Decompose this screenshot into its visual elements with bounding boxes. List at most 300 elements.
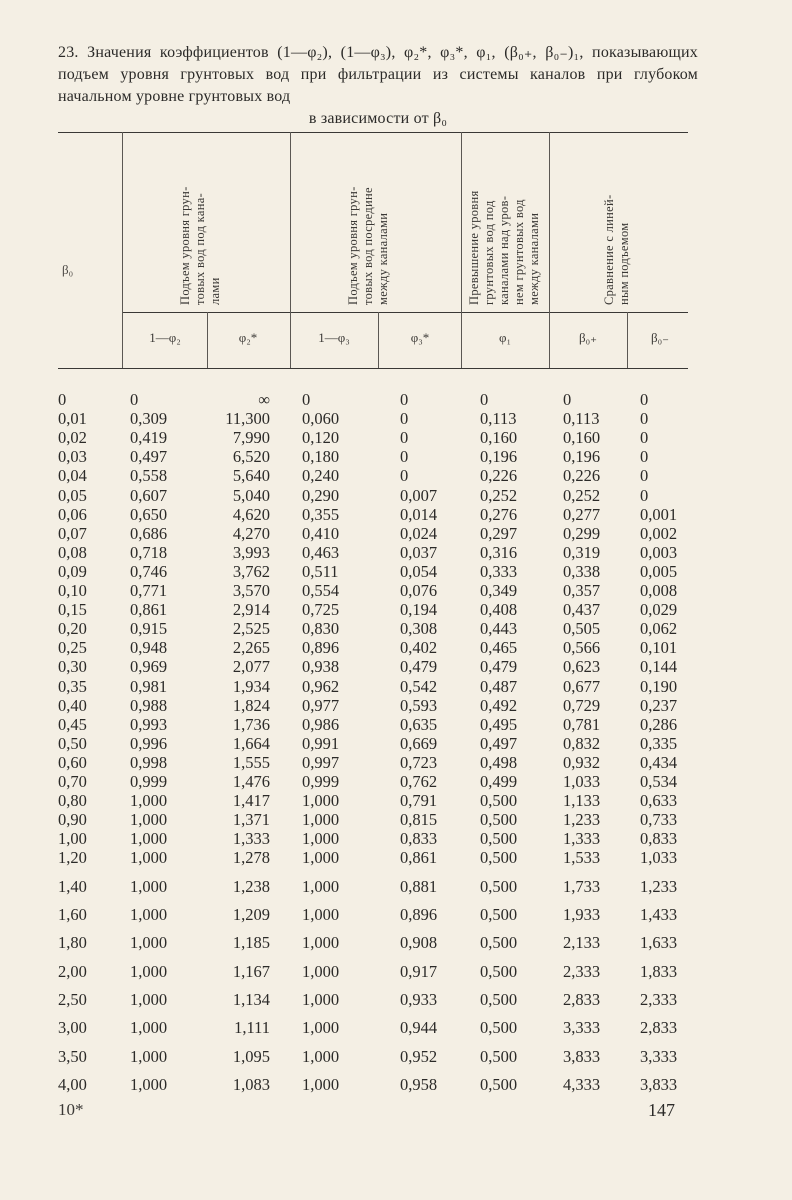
table-cell: 0,915 [130, 619, 168, 639]
table-cell: 2,265 [232, 638, 270, 658]
table-cell: 1,000 [130, 829, 168, 849]
table-cell: 0,487 [480, 676, 518, 696]
caption-line-4: в зависимости от β₀ [308, 110, 448, 127]
table-cell: 0,952 [400, 1046, 438, 1066]
table-row [0, 962, 792, 982]
table-cell: 0,733 [640, 810, 678, 830]
table-cell: 1,000 [130, 933, 168, 953]
table-cell: 0 [302, 390, 311, 409]
table-cell: 1,664 [232, 733, 270, 753]
table-cell: 0,50 [58, 733, 87, 753]
header-divider-3 [290, 132, 291, 368]
table-cell: 1,000 [130, 791, 168, 811]
table-row [0, 1018, 792, 1038]
table-cell: 1,000 [302, 848, 340, 868]
table-cell: 1,095 [232, 1046, 270, 1066]
table-cell: 1,233 [640, 876, 678, 896]
table-cell: 0,338 [563, 561, 601, 581]
table-cell: 0,333 [480, 561, 518, 581]
table-cell: 0,029 [640, 600, 678, 620]
table-cell: 0,40 [58, 695, 87, 715]
table-cell: 0,771 [130, 581, 168, 600]
table-top-rule [58, 132, 688, 133]
table-cell: 2,133 [563, 933, 601, 953]
table-cell: 0,419 [130, 428, 168, 448]
table-cell: 0 [400, 409, 409, 429]
table-cell: 0,03 [58, 447, 87, 467]
table-cell: 0,969 [130, 657, 168, 677]
table-cell: 0,511 [302, 561, 339, 581]
table-cell: 0,938 [302, 657, 340, 677]
table-cell: 0,062 [640, 619, 678, 639]
table-cell: 0,408 [480, 600, 518, 620]
table-cell: 1,000 [130, 848, 168, 868]
table-cell: 1,167 [232, 961, 270, 981]
table-cell: 0,607 [130, 485, 168, 505]
table-cell: 1,476 [232, 772, 270, 791]
table-row [0, 933, 792, 953]
table-cell: 0,01 [58, 409, 87, 429]
table-cell: 0 [563, 390, 572, 409]
subheader-beta-plus: β₀₊ [578, 330, 597, 345]
table-cell: 2,50 [58, 989, 87, 1009]
table-cell: 1,555 [232, 752, 270, 772]
table-cell: 0,686 [130, 523, 168, 543]
table-row [0, 486, 792, 506]
table-cell: 1,278 [232, 848, 270, 868]
table-cell: 1,000 [302, 810, 340, 830]
table-cell: 0,04 [58, 466, 87, 486]
table-cell: 1,111 [234, 1018, 270, 1038]
table-cell: 0,024 [400, 523, 438, 543]
subheader-1-phi2: 1—φ₂ [149, 330, 181, 345]
table-cell: 0 [400, 390, 409, 409]
table-cell: 0,463 [302, 542, 340, 562]
header-divider-4 [378, 312, 379, 368]
table-cell: 0,240 [302, 466, 340, 486]
table-cell: 0,226 [563, 466, 601, 486]
table-cell: 0,896 [302, 638, 340, 658]
table-cell: 2,00 [58, 961, 87, 981]
subheader-phi2-star: φ₂* [238, 330, 258, 345]
table-cell: 0,09 [58, 561, 87, 581]
table-cell: 0,144 [640, 657, 678, 677]
table-cell: 0,623 [563, 657, 601, 677]
table-cell: 1,80 [58, 933, 87, 953]
table-cell: 0 [58, 390, 67, 409]
table-cell: 0,90 [58, 810, 87, 830]
table-cell: 0 [640, 485, 649, 505]
table-cell: 1,133 [563, 791, 601, 811]
table-cell: 0,815 [400, 810, 438, 830]
table-cell: 1,433 [640, 905, 678, 924]
table-cell: 5,640 [232, 466, 270, 486]
table-cell: 1,000 [302, 961, 340, 981]
table-cell: 0,437 [563, 600, 601, 620]
table-row [0, 562, 792, 582]
table-cell: 0,252 [563, 485, 601, 505]
table-cell: 0,498 [480, 752, 518, 772]
table-cell: 1,20 [58, 848, 87, 868]
table-cell: 0,833 [400, 829, 438, 849]
header-divider-1 [122, 132, 123, 368]
table-cell: 0,003 [640, 542, 678, 562]
group-header-midway: Подъем уровня грун- товых вод посредине между каналами [346, 186, 390, 305]
table-cell: 0,60 [58, 752, 87, 772]
table-row [0, 810, 792, 830]
table-cell: 0,669 [400, 733, 438, 753]
table-cell: 1,833 [640, 961, 678, 981]
table-cell: 1,000 [302, 829, 340, 849]
table-row [0, 734, 792, 754]
table-cell: 1,000 [302, 933, 340, 953]
table-cell: 0,500 [480, 961, 518, 981]
table-cell: 4,270 [232, 523, 270, 543]
table-caption [58, 42, 698, 130]
table-cell: 1,000 [130, 876, 168, 896]
table-cell: 0,861 [400, 848, 438, 868]
table-cell: 0,497 [480, 733, 518, 753]
table-cell: 1,933 [563, 905, 601, 924]
table-cell: 0,07 [58, 523, 87, 543]
table-cell: 0,309 [130, 409, 168, 429]
table-cell: 2,333 [563, 961, 601, 981]
table-cell: 0,998 [130, 752, 168, 772]
table-row [0, 829, 792, 849]
table-cell: 0,791 [400, 791, 438, 811]
table-cell: 1,033 [640, 848, 678, 868]
table-cell: 1,233 [563, 810, 601, 830]
table-cell: 1,000 [302, 791, 340, 811]
table-row [0, 524, 792, 544]
table-cell: 0,500 [480, 1074, 518, 1094]
table-cell: 0,276 [480, 504, 518, 524]
table-cell: 1,000 [130, 1018, 168, 1038]
table-cell: 3,570 [232, 581, 270, 600]
table-cell: 0 [400, 447, 409, 467]
table-cell: 0,981 [130, 676, 168, 696]
table-cell: 3,00 [58, 1018, 87, 1038]
table-cell: 0,08 [58, 542, 87, 562]
group-header-under-canals: Подъем уровня грун- товых вод под кана- лами [178, 186, 222, 305]
header-divider-5 [461, 132, 462, 368]
table-cell: ∞ [258, 390, 270, 409]
table-cell: 0,160 [480, 428, 518, 448]
table-cell: 0,534 [640, 772, 678, 791]
table-cell: 0 [640, 447, 649, 467]
table-cell: 0,297 [480, 523, 518, 543]
table-cell: 0,120 [302, 428, 340, 448]
table-cell: 0 [130, 390, 139, 409]
table-cell: 0,500 [480, 989, 518, 1009]
table-row [0, 905, 792, 925]
table-cell: 0,781 [563, 714, 601, 734]
table-cell: 1,000 [302, 1074, 340, 1094]
table-cell: 0,357 [563, 581, 601, 600]
table-row [0, 466, 792, 486]
group-header-excess: Превышение уровня грунтовых вод под каналами над уров- нем грунтовых вод между каналами [467, 190, 541, 305]
table-cell: 0,917 [400, 961, 438, 981]
table-cell: 0,237 [640, 695, 678, 715]
caption-line-2: β₀₋)₁, показывающих подъем уровня грунтовых вод при фильтрации [58, 44, 698, 83]
table-cell: 1,000 [130, 810, 168, 830]
table-cell: 0,349 [480, 581, 518, 600]
table-row [0, 409, 792, 429]
table-cell: 0,113 [563, 409, 600, 429]
table-row [0, 638, 792, 658]
table-cell: 0,566 [563, 638, 601, 658]
table-cell: 0,723 [400, 752, 438, 772]
table-cell: 0,037 [400, 542, 438, 562]
table-cell: 0,999 [302, 772, 340, 791]
table-cell: 0,180 [302, 447, 340, 467]
table-cell: 0,505 [563, 619, 601, 639]
table-row [0, 715, 792, 735]
table-cell: 0,001 [640, 504, 678, 524]
table-cell: 0,500 [480, 1018, 518, 1038]
table-cell: 0,500 [480, 1046, 518, 1066]
table-row [0, 791, 792, 811]
table-cell: 0 [640, 466, 649, 486]
table-cell: 0,933 [400, 989, 438, 1009]
table-cell: 0,06 [58, 504, 87, 524]
table-cell: 0,196 [480, 447, 518, 467]
table-cell: 0 [480, 390, 489, 409]
table-cell: 0,190 [640, 676, 678, 696]
table-cell: 1,333 [563, 829, 601, 849]
table-cell: 0,054 [400, 561, 438, 581]
table-cell: 0,479 [400, 657, 438, 677]
table-cell: 0,316 [480, 542, 518, 562]
table-cell: 3,833 [640, 1074, 678, 1094]
header-divider-6 [549, 132, 550, 368]
signature-mark: 10* [58, 1100, 84, 1119]
table-cell: 0,830 [302, 619, 340, 639]
table-row [0, 772, 792, 792]
table-row [0, 505, 792, 525]
table-cell: 2,077 [232, 657, 270, 677]
table-cell: 0,677 [563, 676, 601, 696]
table-cell: 0 [640, 428, 649, 448]
table-cell: 0,500 [480, 829, 518, 849]
table-row [0, 696, 792, 716]
table-cell: 0,492 [480, 695, 518, 715]
table-cell: 0,499 [480, 772, 518, 791]
table-row [0, 543, 792, 563]
table-cell: 0,650 [130, 504, 168, 524]
table-cell: 1,533 [563, 848, 601, 868]
table-cell: 3,333 [563, 1018, 601, 1038]
table-cell: 1,000 [130, 905, 168, 924]
table-cell: 0,497 [130, 447, 168, 467]
table-row [0, 600, 792, 620]
table-cell: 0,500 [480, 933, 518, 953]
table-row [0, 390, 792, 410]
table-cell: 0,443 [480, 619, 518, 639]
table-cell: 0,101 [640, 638, 678, 658]
table-cell: 0,997 [302, 752, 340, 772]
subheader-1-phi3: 1—φ₃ [318, 330, 350, 345]
table-row [0, 677, 792, 697]
table-cell: 0,30 [58, 657, 87, 677]
table-cell: 0,746 [130, 561, 168, 581]
subheader-beta-minus: β₀₋ [650, 330, 669, 345]
table-cell: 2,833 [640, 1018, 678, 1038]
table-cell: 0,500 [480, 876, 518, 896]
table-cell: 0,286 [640, 714, 678, 734]
table-cell: 1,824 [232, 695, 270, 715]
table-cell: 0,635 [400, 714, 438, 734]
table-cell: 0,25 [58, 638, 87, 658]
table-cell: 0,02 [58, 428, 87, 448]
table-cell: 0,558 [130, 466, 168, 486]
table-cell: 0,762 [400, 772, 438, 791]
table-cell: 1,000 [302, 989, 340, 1009]
table-cell: 0,833 [640, 829, 678, 849]
page-number: 147 [648, 1100, 675, 1120]
table-cell: 0,958 [400, 1074, 438, 1094]
table-cell: 0,861 [130, 600, 168, 620]
table-cell: 1,209 [232, 905, 270, 924]
subheader-phi1: φ₁ [498, 330, 512, 345]
table-cell: 11,300 [225, 409, 270, 429]
table-cell: 0,007 [400, 485, 438, 505]
table-cell: 0,999 [130, 772, 168, 791]
group-header-comparison: Сравнение с линей- ным подъемом [602, 194, 631, 305]
table-cell: 0,10 [58, 581, 87, 600]
table-cell: 0,014 [400, 504, 438, 524]
table-cell: 0,500 [480, 848, 518, 868]
table-cell: 2,914 [232, 600, 270, 620]
table-cell: 2,525 [232, 619, 270, 639]
table-cell: 0,299 [563, 523, 601, 543]
table-cell: 0,944 [400, 1018, 438, 1038]
table-cell: 4,333 [563, 1074, 601, 1094]
table-cell: 1,238 [232, 876, 270, 896]
table-cell: 0,410 [302, 523, 340, 543]
table-cell: 0,500 [480, 905, 518, 924]
header-bottom-rule [58, 368, 688, 369]
table-cell: 0,554 [302, 581, 340, 600]
table-cell: 0,113 [480, 409, 517, 429]
table-cell: 1,371 [232, 810, 270, 830]
header-divider-2 [207, 312, 208, 368]
table-cell: 0,832 [563, 733, 601, 753]
table-cell: 0,319 [563, 542, 601, 562]
table-cell: 0,729 [563, 695, 601, 715]
table-cell: 0 [640, 409, 649, 429]
table-row [0, 877, 792, 897]
table-row [0, 753, 792, 773]
table-cell: 0,948 [130, 638, 168, 658]
table-cell: 0,70 [58, 772, 87, 791]
table-cell: 1,134 [232, 989, 270, 1009]
table-cell: 0,002 [640, 523, 678, 543]
table-cell: 0,008 [640, 581, 678, 600]
caption-line-3: из системы каналов при глубоком начальном уровне грунтовых вод [58, 66, 698, 105]
header-divider-7 [627, 312, 628, 368]
table-cell: 4,00 [58, 1074, 87, 1094]
table-cell: 0,996 [130, 733, 168, 753]
table-cell: 4,620 [232, 504, 270, 524]
table-cell: 0,962 [302, 676, 340, 696]
table-cell: 1,000 [130, 1074, 168, 1094]
table-cell: 0,20 [58, 619, 87, 639]
table-cell: 1,733 [563, 876, 601, 896]
table-cell: 0,434 [640, 752, 678, 772]
table-cell: 2,333 [640, 989, 678, 1009]
table-cell: 0,290 [302, 485, 340, 505]
table-row [0, 848, 792, 868]
table-cell: 0,277 [563, 504, 601, 524]
table-cell: 0,908 [400, 933, 438, 953]
table-cell: 0,060 [302, 409, 340, 429]
table-cell: 0,593 [400, 695, 438, 715]
table-cell: 0 [400, 428, 409, 448]
table-cell: 0,542 [400, 676, 438, 696]
table-cell: 1,185 [232, 933, 270, 953]
table-cell: 1,033 [563, 772, 601, 791]
table-cell: 1,40 [58, 876, 87, 896]
table-cell: 0,881 [400, 876, 438, 896]
table-cell: 0,005 [640, 561, 678, 581]
table-cell: 0,80 [58, 791, 87, 811]
table-cell: 1,000 [130, 989, 168, 1009]
table-cell: 0,993 [130, 714, 168, 734]
table-cell: 0,986 [302, 714, 340, 734]
subheader-phi3-star: φ₃* [410, 330, 430, 345]
table-cell: 7,990 [232, 428, 270, 448]
table-cell: 0,45 [58, 714, 87, 734]
table-cell: 1,000 [302, 905, 340, 924]
table-cell: 0,196 [563, 447, 601, 467]
table-cell: 3,333 [640, 1046, 678, 1066]
table-cell: 1,000 [130, 1046, 168, 1066]
table-cell: 0,977 [302, 695, 340, 715]
beta-column-header: β₀ [62, 262, 74, 277]
table-cell: 0,500 [480, 810, 518, 830]
table-row [0, 1047, 792, 1067]
table-cell: 1,000 [302, 1018, 340, 1038]
table-cell: 0 [400, 466, 409, 486]
table-cell: 6,520 [232, 447, 270, 467]
table-cell: 1,00 [58, 829, 87, 849]
table-row [0, 1075, 792, 1095]
table-row [0, 619, 792, 639]
table-cell: 1,083 [232, 1074, 270, 1094]
table-cell: 2,833 [563, 989, 601, 1009]
table-row [0, 657, 792, 677]
table-cell: 0,988 [130, 695, 168, 715]
table-cell: 0,355 [302, 504, 340, 524]
table-cell: 0,896 [400, 905, 438, 924]
table-row [0, 428, 792, 448]
table-cell: 1,417 [232, 791, 270, 811]
table-cell: 3,993 [232, 542, 270, 562]
table-cell: 1,934 [232, 676, 270, 696]
table-cell: 0,479 [480, 657, 518, 677]
table-cell: 0,252 [480, 485, 518, 505]
table-cell: 0,495 [480, 714, 518, 734]
table-cell: 0,991 [302, 733, 340, 753]
table-cell: 0,194 [400, 600, 438, 620]
table-row [0, 581, 792, 601]
table-cell: 1,736 [232, 714, 270, 734]
table-cell: 0,308 [400, 619, 438, 639]
table-cell: 3,833 [563, 1046, 601, 1066]
table-cell: 0 [640, 390, 649, 409]
table-cell: 1,633 [640, 933, 678, 953]
